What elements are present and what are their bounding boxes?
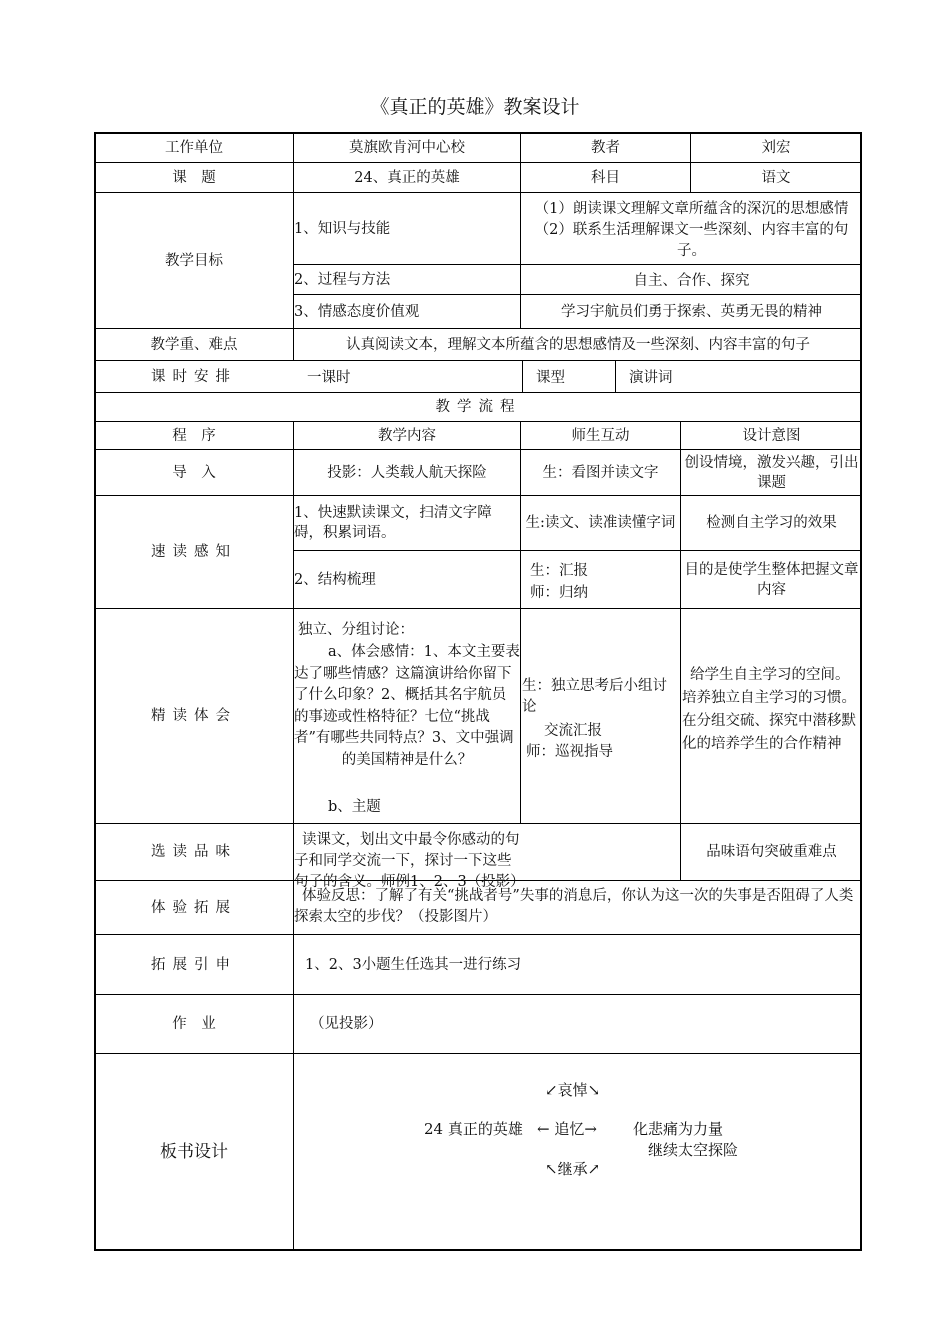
column-divider	[522, 360, 523, 392]
board-right-2: 继续太空探险	[648, 1141, 739, 1159]
speed-intent-2: 目的是使学生整体把握文章内容	[684, 561, 859, 598]
header-interaction: 师生互动	[571, 427, 630, 444]
intro-intent: 创设情境，激发兴趣，引出课题	[684, 454, 859, 491]
board-middle: ← 追忆→	[537, 1120, 597, 1138]
speed-step: 速读感知	[151, 544, 237, 560]
close-step: 精读体会	[151, 708, 237, 724]
goal-process-name: 2、过程与方法	[294, 271, 391, 288]
intro-content: 投影：人类载人航天探险	[327, 464, 487, 481]
board-top: ↙哀悼↘	[545, 1081, 601, 1099]
lesson-type-label: 课型	[536, 369, 565, 386]
homework-content: （见投影）	[310, 1016, 383, 1032]
key-points-value: 认真阅读文本，理解文本所蕴含的思想感情及一些深刻、内容丰富的句子	[346, 336, 810, 353]
document-title: 《真正的英雄》教案设计	[370, 96, 580, 118]
schedule-label: 课时安排	[151, 368, 237, 385]
goal-attitude-name: 3、情感态度价值观	[294, 303, 420, 320]
speed-interaction-1: 生:读文、读准读懂字词	[525, 515, 676, 531]
goal-knowledge-desc: （1）朗读课文理解文章所蕴含的深沉的思想感情（2）联系生活理解课文一些深刻、内容丰富的句子。	[534, 200, 849, 259]
extend-step: 拓展引申	[151, 956, 237, 973]
goals-label: 教学目标	[165, 252, 223, 269]
topic-value: 24、真正的英雄	[354, 169, 460, 186]
close-intent: 给学生自主学习的空间。培养独立自主学习的习惯。在分组交硫、探究中潜移默化的培养学生的合作精神	[682, 667, 856, 752]
intro-step: 导 入	[172, 464, 216, 481]
close-content-3: b、主题	[328, 799, 381, 815]
speed-interaction-2b: 师：归纳	[530, 585, 588, 601]
teacher-label: 教者	[591, 140, 620, 156]
goal-process-desc: 自主、合作、探究	[633, 273, 750, 289]
header-intent: 设计意图	[742, 427, 801, 444]
homework-step: 作 业	[172, 1016, 216, 1032]
goal-knowledge-name: 1、知识与技能	[294, 220, 391, 237]
column-divider	[615, 360, 616, 392]
board-title: 24 真正的英雄	[424, 1120, 523, 1138]
header-content: 教学内容	[378, 427, 436, 444]
close-content-1: 独立、分组讨论：	[298, 622, 414, 638]
key-points-label: 教学重、难点	[150, 336, 238, 353]
speed-intent-1: 检测自主学习的效果	[706, 515, 837, 531]
lesson-type-value: 演讲词	[629, 369, 673, 386]
subject-value: 语文	[761, 169, 791, 186]
select-intent: 品味语句突破重难点	[706, 844, 837, 860]
board-right-1: 化悲痛为力量	[633, 1120, 724, 1138]
schedule-value: 一课时	[307, 369, 351, 386]
experience-step: 体验拓展	[151, 899, 237, 916]
goal-attitude-desc: 学习宇航员们勇于探索、英勇无畏的精神	[561, 303, 822, 320]
flow-title: 教学流程	[435, 399, 522, 415]
topic-label: 课 题	[172, 169, 216, 186]
select-content: 读课文，划出文中最令你感动的句子和同学交流一下，探讨一下这些句子的含义。师例1、2、3（投影）	[294, 832, 525, 890]
extend-content: 1、2、3小题生任选其一进行练习	[305, 956, 522, 973]
subject-label: 科目	[591, 169, 620, 186]
speed-interaction-2a: 生：汇报	[530, 563, 588, 579]
close-interaction-1: 生：独立思考后小组讨论	[522, 678, 667, 715]
experience-content: 体验反思：了解了有关“挑战者号”失事的消息后，你认为这一次的失事是否阻碍了人类探索太空的步伐？（投影图片）	[294, 888, 854, 925]
close-interaction-2: 交流汇报	[544, 723, 602, 739]
select-step: 选读品味	[151, 844, 237, 860]
unit-label: 工作单位	[165, 140, 223, 156]
teacher-value: 刘宏	[761, 140, 791, 156]
speed-content-1: 1、快速默读课文，扫清文字障碍，积累词语。	[294, 505, 492, 541]
speed-content-2: 2、结构梳理	[294, 571, 376, 588]
board-label: 板书设计	[160, 1142, 228, 1162]
intro-interaction: 生：看图并读文字	[542, 464, 659, 481]
close-content-2: a、体会感情：1、本文主要表达了哪些情感？这篇演讲给你留下了什么印象？2、概括其名宇航员的事迹或性格特征？七位“挑战者”有哪些共同特点？3、文中强调的美国精神是什么？	[294, 644, 520, 768]
header-step: 程 序	[172, 427, 216, 444]
unit-value: 莫旗欧肯河中心校	[349, 140, 465, 156]
board-bottom: ↖继承↗	[545, 1160, 601, 1178]
close-interaction-3: 师：巡视指导	[526, 744, 613, 760]
